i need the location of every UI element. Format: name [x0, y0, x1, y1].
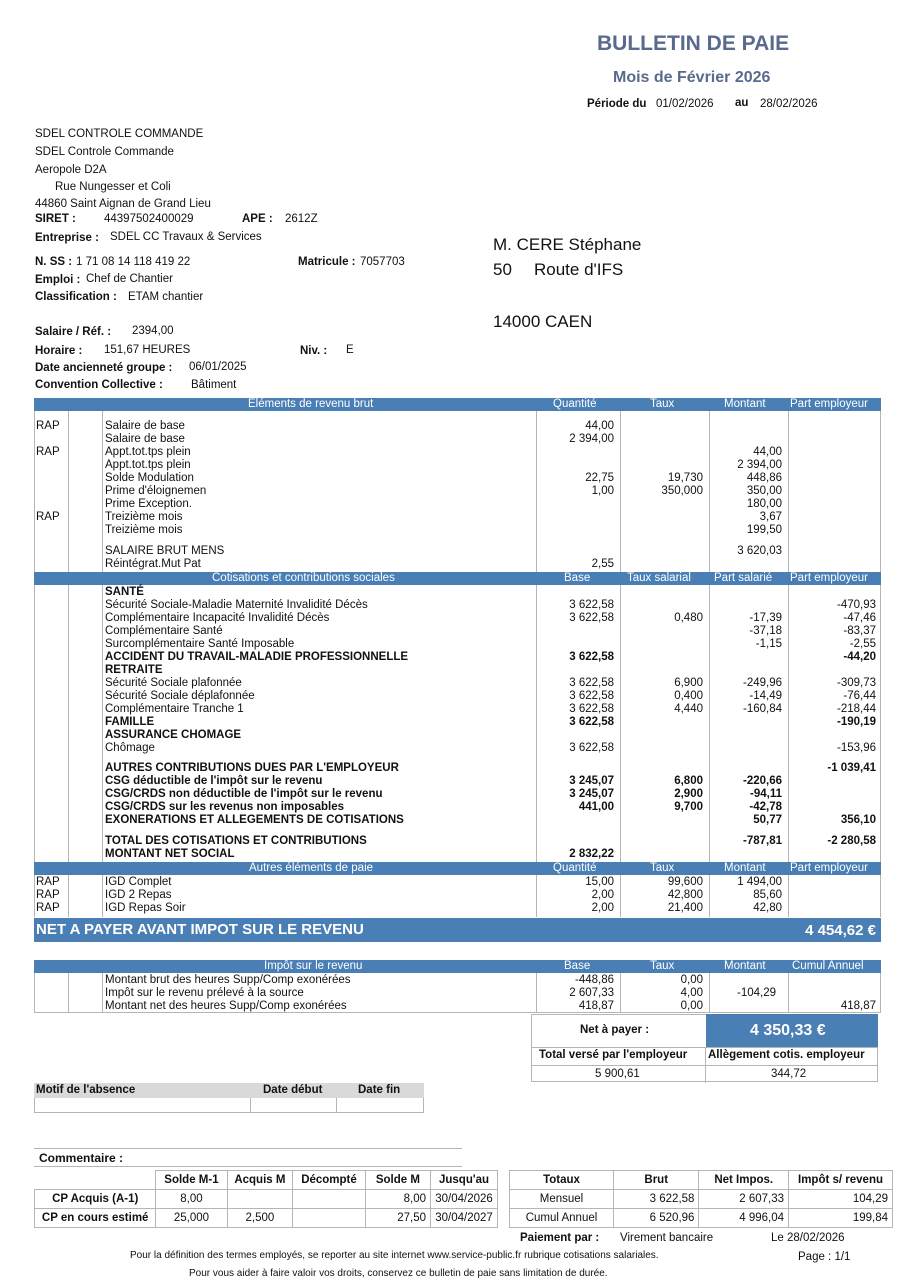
cotis-emp: -218,44 — [836, 703, 876, 715]
horaire-label: Horaire : — [35, 345, 83, 357]
cotis-base: 3 622,58 — [569, 690, 614, 702]
cotis-sal: -37,18 — [749, 625, 782, 637]
matricule-value: 7057703 — [360, 256, 405, 268]
cotis-base: 2 832,22 — [569, 848, 614, 860]
footer-conservation-note: Pour vous aider à faire valoir vos droits, conservez ce bulletin de paie sans limitation de durée. — [189, 1268, 608, 1279]
totaux-header: Brut — [613, 1171, 698, 1190]
totaux-row-label: Mensuel — [510, 1190, 614, 1209]
brut-header-qte: Quantité — [553, 398, 597, 410]
cotis-label: Chômage — [105, 742, 155, 754]
autres-header-label: Autres éléments de paie — [249, 862, 374, 874]
cotis-taux: 0,480 — [674, 612, 703, 624]
total-employer-value: 5 900,61 — [595, 1068, 640, 1080]
cotis-emp: -153,96 — [836, 742, 876, 754]
entreprise-value: SDEL CC Travaux & Services — [110, 231, 262, 243]
impot-header-montant: Montant — [724, 960, 766, 972]
conges-cell: 2,500 — [227, 1209, 293, 1228]
classification-label: Classification : — [35, 291, 117, 303]
autres-qte: 15,00 — [585, 876, 614, 888]
impot-montant: -104,29 — [736, 987, 776, 999]
conges-row-acquis — [35, 1190, 498, 1209]
absence-header-motif: Motif de l'absence — [36, 1084, 136, 1096]
cotis-sal: -220,66 — [742, 775, 782, 787]
comment-label: Commentaire : — [39, 1151, 124, 1165]
cotis-base: 441,00 — [578, 801, 614, 813]
impot-header-label: Impôt sur le revenu — [264, 960, 363, 972]
ape-label: APE : — [242, 213, 273, 225]
brut-montant: 180,00 — [746, 498, 782, 510]
cotis-taux: 9,700 — [674, 801, 703, 813]
brut-label: Appt.tot.tps plein — [105, 446, 191, 458]
brut-taux: 19,730 — [667, 472, 703, 484]
cotis-label: CSG déductible de l'impôt sur le revenu — [105, 775, 323, 787]
cotis-header-taux: Taux salarial — [627, 572, 691, 584]
net-before-tax-value: 4 454,62 € — [805, 922, 876, 939]
salaire-label: Salaire / Réf. : — [35, 326, 112, 338]
cotis-emp: -2,55 — [849, 638, 876, 650]
totaux-cell: 199,84 — [789, 1209, 893, 1228]
employer-totals-box — [531, 1047, 878, 1083]
anciennete-value: 06/01/2025 — [189, 361, 247, 373]
conges-cell: 25,000 — [156, 1209, 227, 1228]
cotis-base: 3 622,58 — [569, 612, 614, 624]
conges-cell — [293, 1190, 365, 1209]
cotis-sal: -17,39 — [749, 612, 782, 624]
total-employer-label: Total versé par l'employeur — [539, 1049, 688, 1061]
brut-montant: 199,50 — [746, 524, 782, 536]
conges-cell: 27,50 — [365, 1209, 430, 1228]
cotis-sal: -14,49 — [749, 690, 782, 702]
cotis-taux: 2,900 — [674, 788, 703, 800]
cotis-emp: -47,46 — [843, 612, 876, 624]
autres-code: RAP — [36, 876, 60, 888]
impot-header-taux: Taux — [650, 960, 675, 972]
conges-cell: 30/04/2026 — [431, 1190, 498, 1209]
ss-label: N. SS : — [35, 256, 73, 268]
conges-table — [34, 1170, 498, 1228]
net-before-tax-bar — [34, 918, 881, 942]
totaux-row-mensuel — [510, 1190, 893, 1209]
autres-code: RAP — [36, 902, 60, 914]
allegement-label: Allègement cotis. employeur — [708, 1049, 865, 1061]
autres-montant: 42,80 — [753, 902, 782, 914]
cotis-base: 3 622,58 — [569, 742, 614, 754]
horaire-value: 151,67 HEURES — [104, 344, 191, 356]
brut-label: Treizième mois — [105, 524, 183, 536]
matricule-label: Matricule : — [298, 256, 356, 268]
cotis-label: EXONERATIONS ET ALLEGEMENTS DE COTISATIONS — [105, 814, 404, 826]
brut-qte: 2 394,00 — [569, 433, 614, 445]
siret-label: SIRET : — [35, 213, 76, 225]
cotis-label: Surcomplémentaire Santé Imposable — [105, 638, 295, 650]
cotis-label: Complémentaire Tranche 1 — [105, 703, 244, 715]
payment-method-value: Virement bancaire — [620, 1232, 714, 1244]
niveau-label: Niv. : — [300, 345, 328, 357]
cotis-label: CSG/CRDS sur les revenus non imposables — [105, 801, 345, 813]
payslip-month: Mois de Février 2026 — [613, 69, 771, 86]
absence-table — [34, 1083, 424, 1113]
totaux-cell: 4 996,04 — [699, 1209, 789, 1228]
cotis-base: 3 245,07 — [569, 788, 614, 800]
impot-header-base: Base — [564, 960, 591, 972]
conges-cell: 30/04/2027 — [431, 1209, 498, 1228]
conges-header-jusqu: Jusqu'au — [431, 1171, 498, 1190]
autres-taux: 42,800 — [667, 889, 703, 901]
cotis-taux: 6,800 — [674, 775, 703, 787]
net-payer-label: Net à payer : — [580, 1024, 650, 1036]
brut-montant: 2 394,00 — [737, 459, 782, 471]
employer-name: SDEL CONTROLE COMMANDE — [35, 128, 204, 140]
totaux-row-cumul — [510, 1209, 893, 1228]
brut-header-employeur: Part employeur — [790, 398, 868, 410]
brut-header-label: Éléments de revenu brut — [248, 398, 374, 410]
convention-label: Convention Collective : — [35, 379, 163, 391]
page-number: Page : 1/1 — [798, 1251, 851, 1263]
brut-qte: 22,75 — [585, 472, 614, 484]
cotis-sal: -1,15 — [755, 638, 782, 650]
autres-qte: 2,00 — [591, 889, 614, 901]
conges-cell: 8,00 — [156, 1190, 227, 1209]
cotis-label: Complémentaire Incapacité Invalidité Décès — [105, 612, 330, 624]
impot-taux: 0,00 — [680, 1000, 703, 1012]
impot-taux: 4,00 — [680, 987, 703, 999]
brut-montant: 44,00 — [753, 446, 782, 458]
brut-label: Réintégrat.Mut Pat — [105, 558, 201, 570]
cotis-base: 3 245,07 — [569, 775, 614, 787]
cotis-sal: -249,96 — [742, 677, 782, 689]
totaux-cell: 6 520,96 — [613, 1209, 698, 1228]
employer-street: Rue Nungesser et Coli — [55, 181, 171, 193]
brut-code: RAP — [36, 420, 60, 432]
autres-code: RAP — [36, 889, 60, 901]
cotis-base: 3 622,58 — [569, 599, 614, 611]
comment-bottom-line — [34, 1166, 462, 1167]
cotis-base: 3 622,58 — [569, 677, 614, 689]
cotis-label: FAMILLE — [105, 716, 155, 728]
brut-taux: 350,000 — [661, 485, 703, 497]
net-payer-value-cell — [706, 1014, 878, 1048]
brut-qte: 1,00 — [591, 485, 614, 497]
impot-label: Montant net des heures Supp/Comp exonérées — [105, 1000, 347, 1012]
cotis-sal: 50,77 — [753, 814, 782, 826]
impot-base: -448,86 — [574, 974, 614, 986]
cotis-emp: -44,20 — [843, 651, 876, 663]
brut-montant: 3 620,03 — [737, 545, 782, 557]
cotis-label: Complémentaire Santé — [105, 625, 223, 637]
anciennete-label: Date ancienneté groupe : — [35, 362, 173, 374]
impot-label: Montant brut des heures Supp/Comp exonérées — [105, 974, 351, 986]
payment-method-label: Paiement par : — [520, 1232, 600, 1244]
brut-montant: 448,86 — [746, 472, 782, 484]
cotis-emp: 356,10 — [840, 814, 876, 826]
cotis-label: ASSURANCE CHOMAGE — [105, 729, 242, 741]
impot-base: 418,87 — [578, 1000, 614, 1012]
impot-header-bar — [34, 960, 881, 973]
brut-qte: 44,00 — [585, 420, 614, 432]
conges-header-blank — [35, 1171, 156, 1190]
brut-header-montant: Montant — [724, 398, 766, 410]
period-start: 01/02/2026 — [656, 98, 714, 110]
conges-cell: 8,00 — [365, 1190, 430, 1209]
conges-header-acquis: Acquis M — [227, 1171, 293, 1190]
cotis-sal: -42,78 — [749, 801, 782, 813]
employee-address-city: 14000 CAEN — [493, 312, 593, 331]
conges-row-label: CP en cours estimé — [35, 1209, 156, 1228]
employer-city: 44860 Saint Aignan de Grand Lieu — [35, 198, 211, 210]
cotis-label: Sécurité Sociale plafonnée — [105, 677, 242, 689]
absence-header-fin: Date fin — [358, 1084, 401, 1096]
autres-header-bar — [34, 862, 881, 875]
cotis-label: ACCIDENT DU TRAVAIL-MALADIE PROFESSIONNELLE — [105, 651, 409, 663]
cotis-label: MONTANT NET SOCIAL — [105, 848, 235, 860]
brut-label: Salaire de base — [105, 433, 185, 445]
cotis-base: 3 622,58 — [569, 651, 614, 663]
autres-header-taux: Taux — [650, 862, 675, 874]
autres-montant: 85,60 — [753, 889, 782, 901]
emploi-value: Chef de Chantier — [86, 273, 173, 285]
employee-address-street: Route d'IFS — [534, 260, 624, 279]
brut-label: Appt.tot.tps plein — [105, 459, 191, 471]
cotis-sal: -94,11 — [750, 788, 782, 800]
allegement-value: 344,72 — [771, 1068, 807, 1080]
brut-code: RAP — [36, 446, 60, 458]
cotis-emp: -2 280,58 — [827, 835, 876, 847]
totaux-header: Totaux — [510, 1171, 614, 1190]
totaux-header-row — [510, 1171, 893, 1190]
totaux-cell: 3 622,58 — [613, 1190, 698, 1209]
brut-label: Treizième mois — [105, 511, 183, 523]
autres-taux: 21,400 — [667, 902, 703, 914]
impot-header-cumul: Cumul Annuel — [792, 960, 864, 972]
period-end: 28/02/2026 — [760, 98, 818, 110]
cotis-label: RETRAITE — [105, 664, 163, 676]
autres-header-montant: Montant — [724, 862, 766, 874]
convention-value: Bâtiment — [191, 379, 237, 391]
cotis-base: 3 622,58 — [569, 703, 614, 715]
period-label: Période du — [587, 98, 647, 110]
cotis-base: 3 622,58 — [569, 716, 614, 728]
autres-label: IGD Complet — [105, 876, 172, 888]
brut-montant: 3,67 — [759, 511, 782, 523]
impot-taux: 0,00 — [680, 974, 703, 986]
siret-value: 44397502400029 — [104, 213, 194, 225]
brut-label: Prime d'éloignemen — [105, 485, 207, 497]
cotis-label: AUTRES CONTRIBUTIONS DUES PAR L'EMPLOYEUR — [105, 762, 399, 774]
cotis-label: TOTAL DES COTISATIONS ET CONTRIBUTIONS — [105, 835, 367, 847]
brut-qte: 2,55 — [591, 558, 614, 570]
brut-label: Salaire de base — [105, 420, 185, 432]
salaire-value: 2394,00 — [132, 325, 174, 337]
totaux-table — [509, 1170, 893, 1228]
brut-label: Prime Exception. — [105, 498, 192, 510]
cotis-emp: -83,37 — [843, 625, 876, 637]
employee-name: M. CERE Stéphane — [493, 235, 642, 254]
comment-top-line — [34, 1148, 462, 1149]
cotis-emp: -470,93 — [836, 599, 876, 611]
conges-header-solde-m: Solde M — [365, 1171, 430, 1190]
cotis-label: Sécurité Sociale-Maladie Maternité Invalidité Décès — [105, 599, 368, 611]
cotis-taux: 0,400 — [674, 690, 703, 702]
autres-taux: 99,600 — [667, 876, 703, 888]
conges-row-label: CP Acquis (A-1) — [35, 1190, 156, 1209]
classification-value: ETAM chantier — [128, 291, 204, 303]
totaux-header: Net Impos. — [699, 1171, 789, 1190]
ss-value: 1 71 08 14 118 419 22 — [76, 256, 191, 268]
totaux-row-label: Cumul Annuel — [510, 1209, 614, 1228]
cotis-label: Sécurité Sociale déplafonnée — [105, 690, 255, 702]
emploi-label: Emploi : — [35, 274, 81, 286]
autres-label: IGD Repas Soir — [105, 902, 186, 914]
totaux-header: Impôt s/ revenu — [789, 1171, 893, 1190]
period-to: au — [735, 97, 749, 109]
autres-montant: 1 494,00 — [737, 876, 782, 888]
employer-site: Aeropole D2A — [35, 164, 107, 176]
brut-label: Solde Modulation — [105, 472, 194, 484]
cotis-header-label: Cotisations et contributions sociales — [212, 572, 395, 584]
niveau-value: E — [346, 344, 354, 356]
employee-address-number: 50 — [493, 260, 512, 279]
conges-cell — [227, 1190, 293, 1209]
brut-header-bar — [34, 398, 881, 411]
net-payer-value: 4 350,33 € — [750, 1022, 826, 1039]
totaux-cell: 104,29 — [789, 1190, 893, 1209]
cotis-sal: -787,81 — [742, 835, 782, 847]
brut-montant: 350,00 — [746, 485, 782, 497]
impot-cumul: 418,87 — [840, 1000, 876, 1012]
ape-value: 2612Z — [285, 213, 318, 225]
brut-label: SALAIRE BRUT MENS — [105, 545, 225, 557]
employer-name-2: SDEL Controle Commande — [35, 146, 174, 158]
impot-label: Impôt sur le revenu prélevé à la source — [105, 987, 304, 999]
conges-header-solde-m1: Solde M-1 — [156, 1171, 227, 1190]
brut-code: RAP — [36, 511, 60, 523]
cotis-taux: 4,440 — [674, 703, 703, 715]
cotis-emp: -309,73 — [836, 677, 876, 689]
impot-base: 2 607,33 — [569, 987, 614, 999]
cotis-sal: -160,84 — [742, 703, 782, 715]
conges-row-en-cours — [35, 1209, 498, 1228]
cotis-taux: 6,900 — [674, 677, 703, 689]
conges-header-decompte: Décompté — [293, 1171, 365, 1190]
net-payer-label-cell — [531, 1014, 707, 1048]
cotis-header-emp: Part employeur — [790, 572, 868, 584]
autres-label: IGD 2 Repas — [105, 889, 172, 901]
cotis-header-base: Base — [564, 572, 591, 584]
entreprise-label: Entreprise : — [35, 232, 99, 244]
cotis-emp: -76,44 — [843, 690, 876, 702]
autres-header-emp: Part employeur — [790, 862, 868, 874]
conges-cell — [293, 1209, 365, 1228]
brut-header-taux: Taux — [650, 398, 675, 410]
footer-definition-note: Pour la définition des termes employés, se reporter au site internet www.service-public.fr rubrique cotisations salariales. — [130, 1250, 659, 1261]
autres-header-qte: Quantité — [553, 862, 597, 874]
net-before-tax-label: NET A PAYER AVANT IMPOT SUR LE REVENU — [36, 921, 364, 938]
cotis-header-bar — [34, 572, 881, 585]
autres-qte: 2,00 — [591, 902, 614, 914]
payslip-date: Le 28/02/2026 — [771, 1232, 845, 1244]
cotis-label: SANTÉ — [105, 586, 144, 598]
cotis-emp: -190,19 — [836, 716, 876, 728]
absence-header-debut: Date début — [263, 1084, 323, 1096]
cotis-emp: -1 039,41 — [827, 762, 876, 774]
conges-header-row — [35, 1171, 498, 1190]
cotis-header-sal: Part salarié — [714, 572, 773, 584]
payslip-title: BULLETIN DE PAIE — [597, 32, 790, 55]
cotis-label: CSG/CRDS non déductible de l'impôt sur le revenu — [105, 788, 383, 800]
totaux-cell: 2 607,33 — [699, 1190, 789, 1209]
